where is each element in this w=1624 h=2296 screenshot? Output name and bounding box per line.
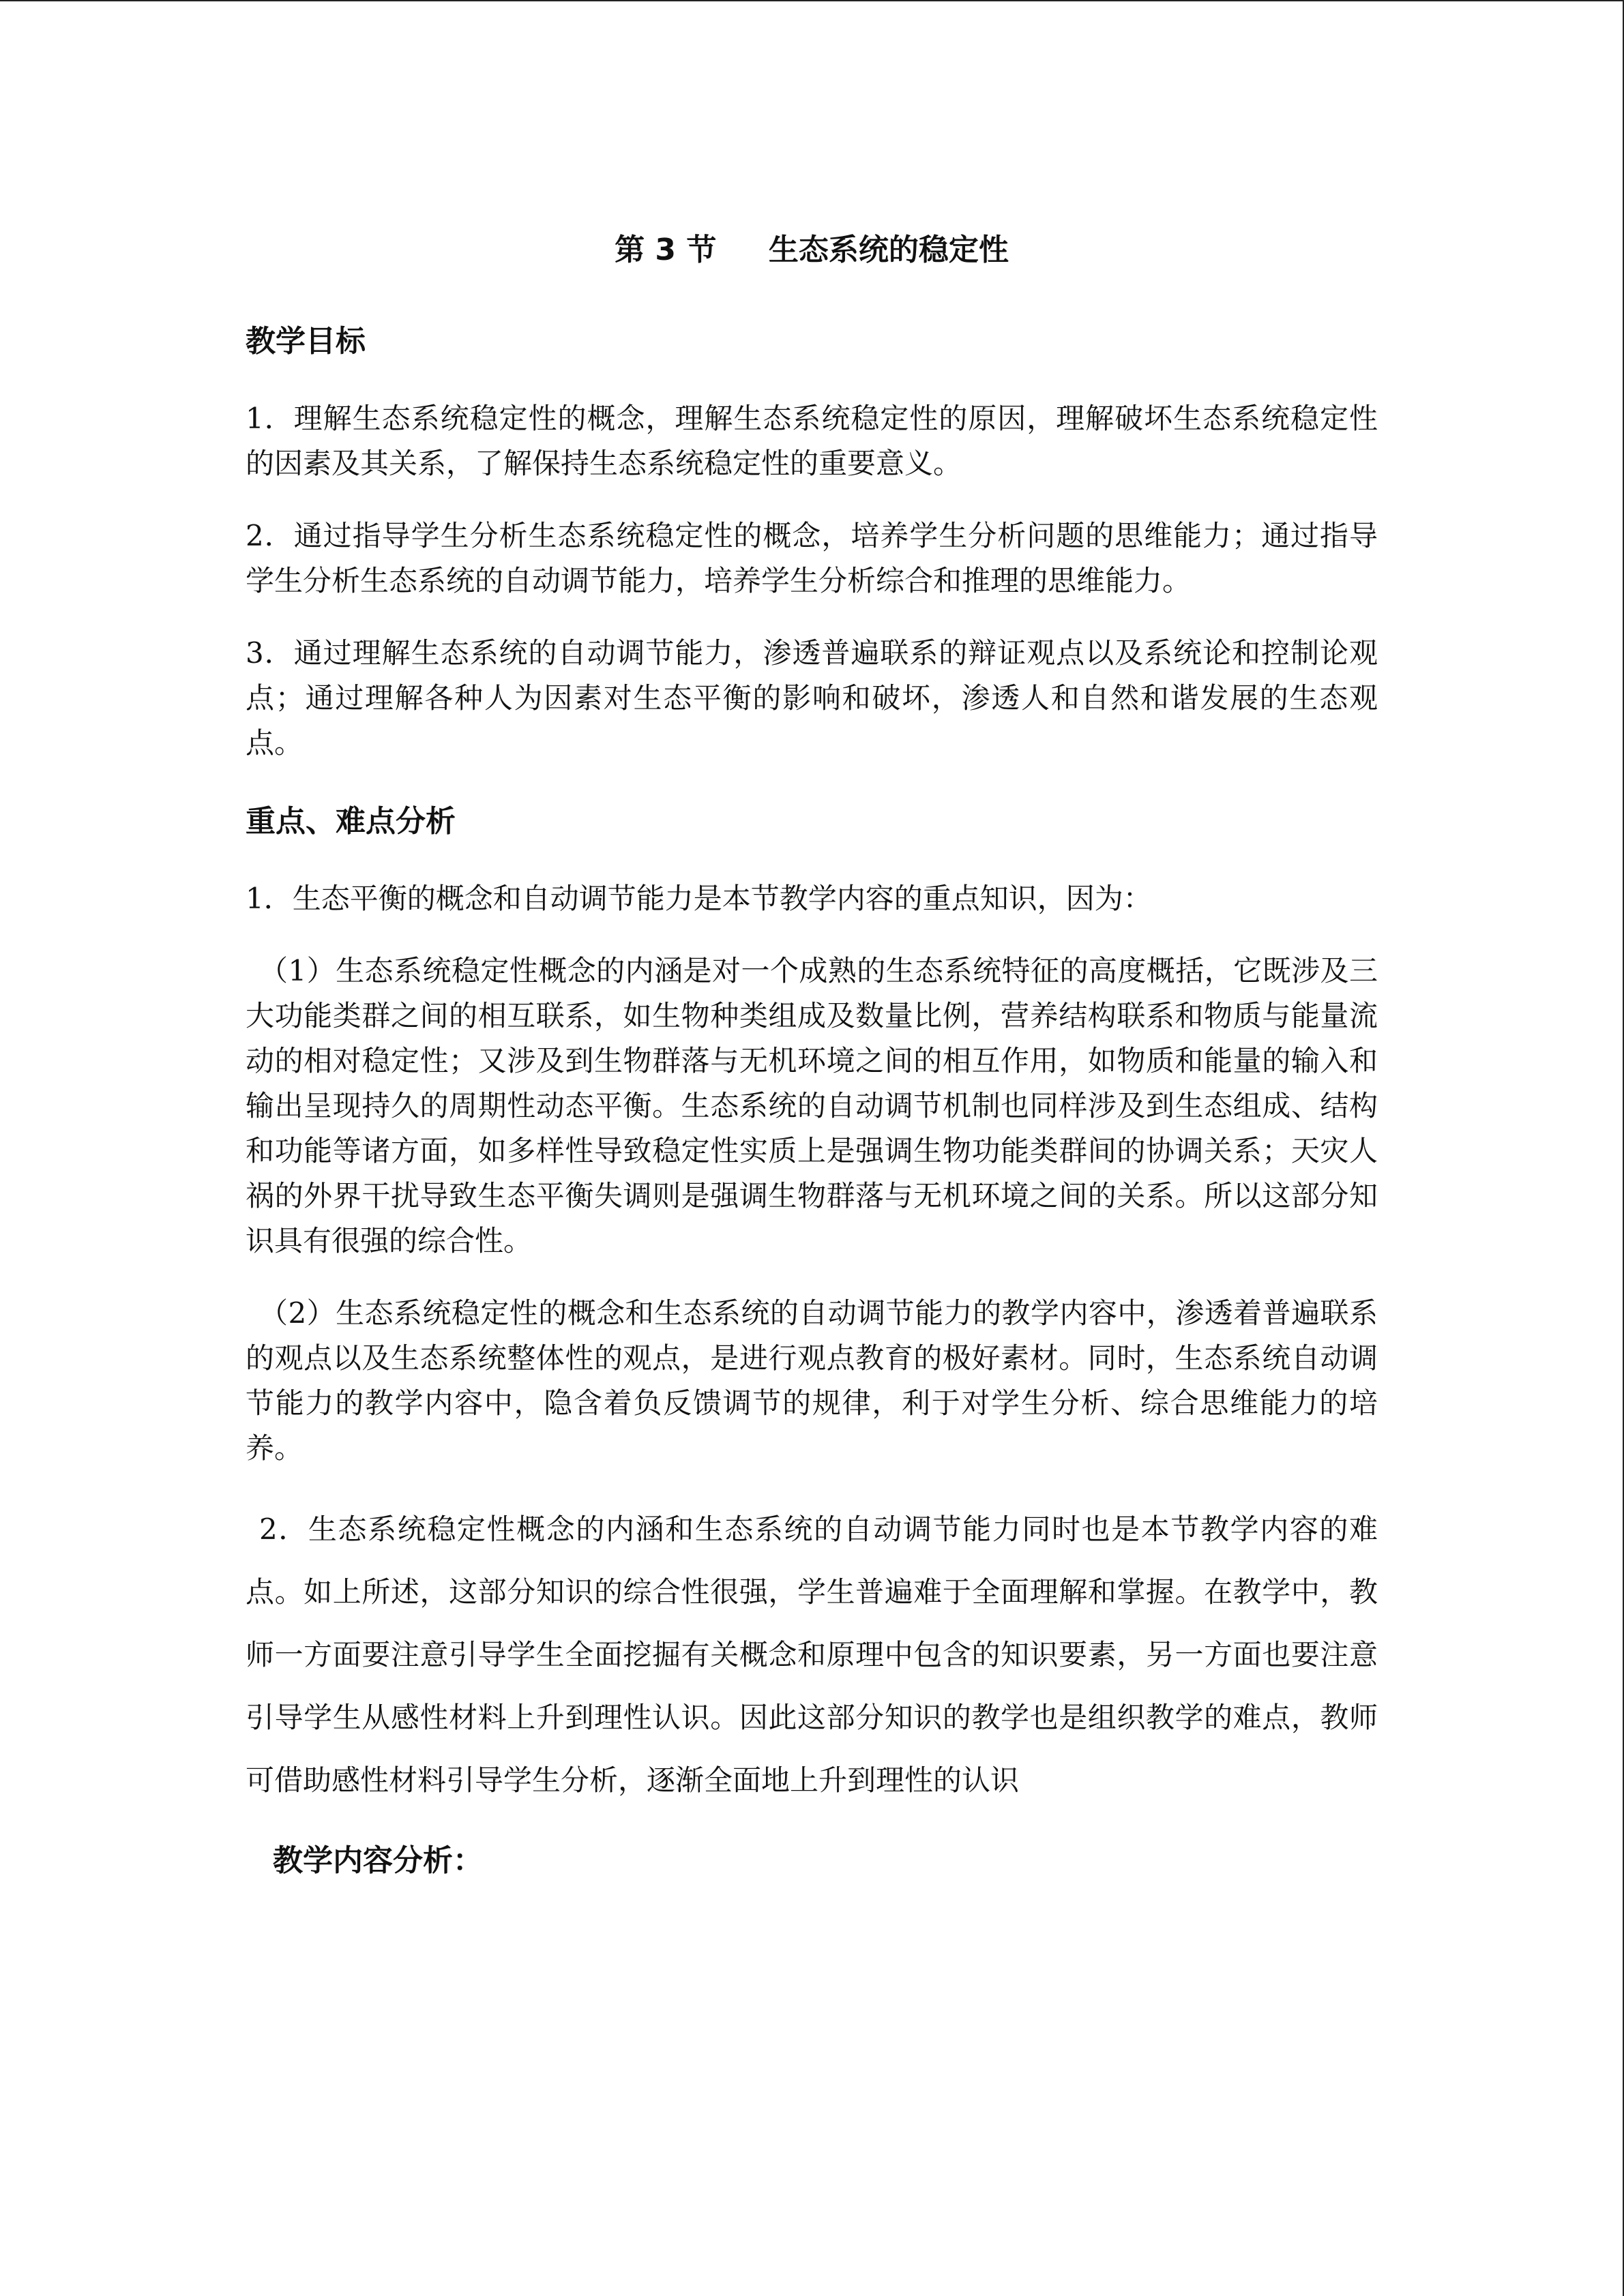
key-point-paragraph-2: （1）生态系统稳定性概念的内涵是对一个成熟的生态系统特征的高度概括，它既涉及三大功能类群之间的相互联系，如生物种类组成及数量比例，营养结构联系和物质与能量流动的相对稳定性；又涉及到生物群落与无机环境之间的相互作用，如物质和能量的输入和输出呈现持久的周期性动态平衡。生态系统的自动调节机制也同样涉及到生态组成、结构和功能等诸方面，如多样性导致稳定性实质上是强调生物功能类群间的协调关系；天灾人祸的外界干扰导致生态平衡失调则是强调生物群落与无机环境之间的关系。所以这部分知识具有很强的综合性。 — [246, 954, 1378, 1257]
key-point-paragraph-1: 1．生态平衡的概念和自动调节能力是本节教学内容的重点知识，因为： — [246, 882, 1152, 915]
objective-paragraph-2: 2．通过指导学生分析生态系统稳定性的概念，培养学生分析问题的思维能力；通过指导学生分析生态系统的自动调节能力，培养学生分析综合和推理的思维能力。 — [246, 519, 1378, 597]
objective-paragraph-3: 3．通过理解生态系统的自动调节能力，渗透普遍联系的辩证观点以及系统论和控制论观点；通过理解各种人为因素对生态平衡的影响和破坏，渗透人和自然和谐发展的生态观点。 — [246, 636, 1378, 760]
section-heading-content-analysis: 教学内容分析： — [273, 1843, 483, 1878]
document-body — [246, 222, 1378, 1915]
key-point-paragraph-3: （2）生态系统稳定性的概念和生态系统的自动调节能力的教学内容中，渗透着普遍联系的观点以及生态系统整体性的观点，是进行观点教育的极好素材。同时，生态系统自动调节能力的教学内容中，隐含着负反馈调节的规律，利于对学生分析、综合思维能力的培养。 — [246, 1296, 1378, 1465]
objective-paragraph-1: 1．理解生态系统稳定性的概念，理解生态系统稳定性的原因，理解破坏生态系统稳定性的因素及其关系，了解保持生态系统稳定性的重要意义。 — [246, 402, 1378, 480]
key-point-paragraph-4: 2．生态系统稳定性概念的内涵和生态系统的自动调节能力同时也是本节教学内容的难点。如上所述，这部分知识的综合性很强，学生普遍难于全面理解和掌握。在教学中，教师一方面要注意引导学生全面挖掘有关概念和原理中包含的知识要素，另一方面也要注意引导学生从感性材料上升到理性认识。因此这部分知识的教学也是组织教学的难点，教师可借助感性材料引导学生分析，逐渐全面地上升到理性的认识 — [246, 1512, 1378, 1797]
section-heading-key-points: 重点、难点分析 — [246, 804, 456, 839]
page-title: 第 3 节 生态系统的稳定性 — [615, 233, 1009, 267]
section-heading-objectives: 教学目标 — [246, 324, 366, 359]
